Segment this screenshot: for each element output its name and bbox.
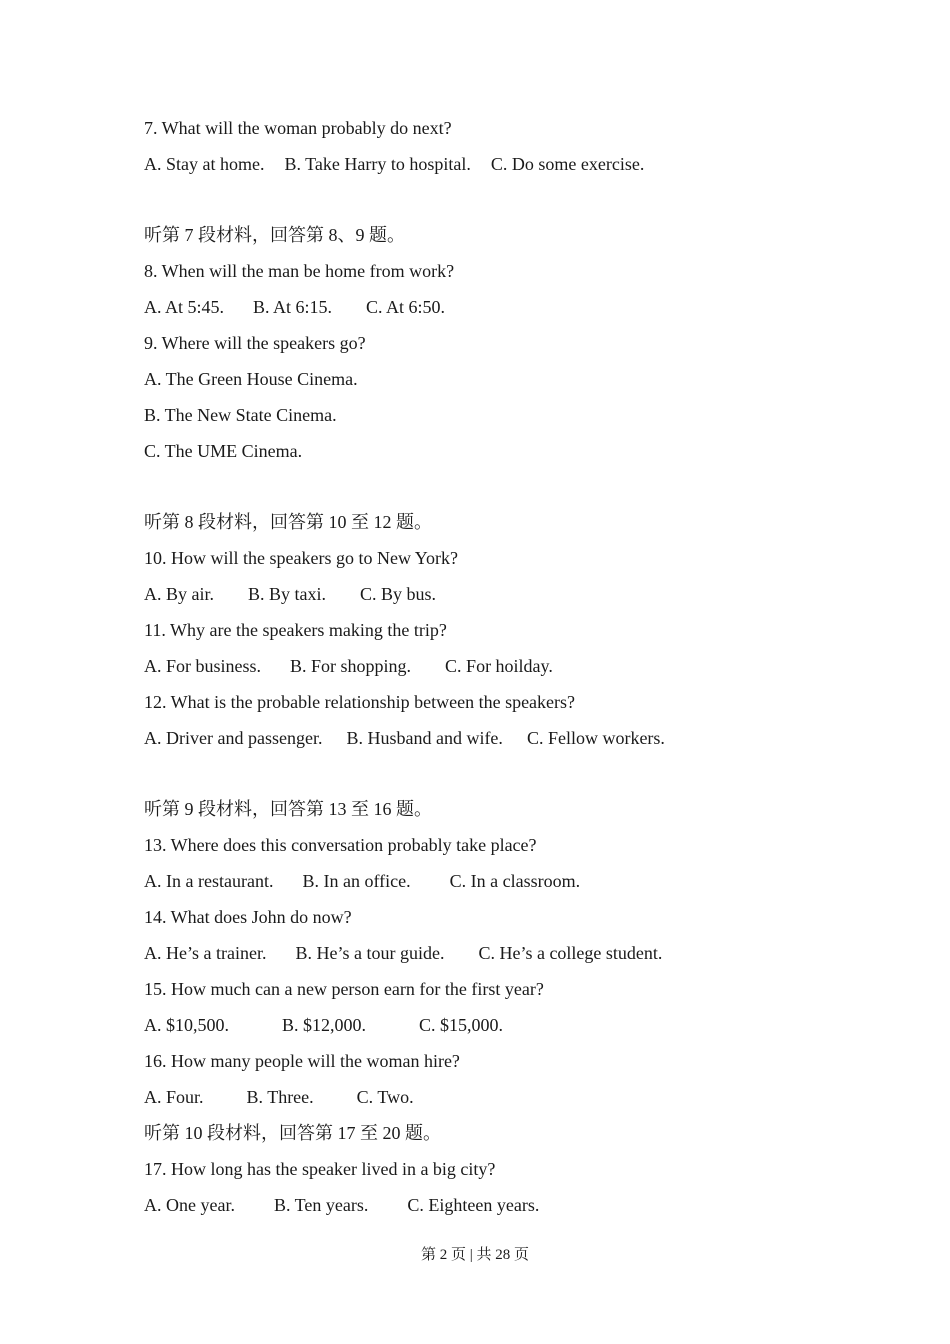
answer-option: C. Fellow workers.: [526, 728, 665, 748]
section-heading: 听第 10 段材料，回答第 17 至 20 题。: [144, 1123, 441, 1143]
answer-option: A. He’s a trainer.: [144, 943, 267, 963]
answer-options: [144, 289, 844, 325]
answer-option: B. Husband and wife.: [346, 728, 503, 748]
question-text: 9. Where will the speakers go?: [144, 333, 366, 353]
answer-option: A. Stay at home.: [144, 154, 265, 174]
answer-options: [144, 720, 844, 756]
question-text: 15. How much can a new person earn for the first year?: [144, 979, 544, 999]
question-text: 7. What will the woman probably do next?: [144, 118, 452, 138]
answer-options: [144, 1079, 844, 1115]
answer-option: B. Ten years.: [273, 1195, 369, 1215]
question-text: 16. How many people will the woman hire?: [144, 1051, 460, 1071]
answer-option: A. At 5:45.: [144, 297, 225, 317]
question-text: B. The New State Cinema.: [144, 405, 337, 425]
answer-option: A. Driver and passenger.: [144, 728, 323, 748]
answer-option: A. Four.: [144, 1087, 204, 1107]
answer-option: C. By bus.: [360, 584, 437, 604]
question-text: C. The UME Cinema.: [144, 441, 303, 461]
answer-option: B. For shopping.: [290, 656, 412, 676]
question-text: 13. Where does this conversation probably take place?: [144, 835, 537, 855]
answer-options: [144, 146, 844, 182]
question-text: 17. How long has the speaker lived in a big city?: [144, 1159, 496, 1179]
answer-option: C. He’s a college student.: [478, 943, 663, 963]
question-text: 8. When will the man be home from work?: [144, 261, 455, 281]
answer-option: B. At 6:15.: [253, 297, 333, 317]
answer-option: B. Three.: [246, 1087, 314, 1107]
answer-option: A. In a restaurant.: [144, 871, 274, 891]
section-heading: 听第 9 段材料，回答第 13 至 16 题。: [144, 799, 432, 819]
section-heading: 听第 7 段材料，回答第 8、9 题。: [144, 225, 405, 245]
answer-option: B. Take Harry to hospital.: [284, 154, 471, 174]
answer-option: C. In a classroom.: [449, 871, 581, 891]
question-text: 11. Why are the speakers making the trip?: [144, 620, 447, 640]
answer-options: [144, 935, 844, 971]
answer-options: [144, 576, 844, 612]
answer-option: B. By taxi.: [248, 584, 327, 604]
answer-option: A. For business.: [144, 656, 262, 676]
answer-option: C. At 6:50.: [366, 297, 446, 317]
page-content: [144, 110, 844, 1223]
answer-option: C. Eighteen years.: [407, 1195, 540, 1215]
answer-option: B. He’s a tour guide.: [295, 943, 445, 963]
question-text: 12. What is the probable relationship between the speakers?: [144, 692, 576, 712]
question-text: 10. How will the speakers go to New York?: [144, 548, 458, 568]
answer-option: B. $12,000.: [282, 1015, 367, 1035]
answer-option: A. One year.: [144, 1195, 235, 1215]
answer-options: [144, 648, 844, 684]
section-spacer: [144, 182, 844, 217]
answer-options: [144, 1187, 844, 1223]
answer-options: [144, 1007, 844, 1043]
section-heading: 听第 8 段材料，回答第 10 至 12 题。: [144, 512, 432, 532]
answer-options: [144, 863, 844, 899]
question-text: 14. What does John do now?: [144, 907, 352, 927]
answer-option: C. $15,000.: [419, 1015, 504, 1035]
question-text: A. The Green House Cinema.: [144, 369, 358, 389]
answer-option: A. $10,500.: [144, 1015, 229, 1035]
section-spacer: [144, 756, 844, 791]
answer-option: A. By air.: [144, 584, 214, 604]
answer-option: B. In an office.: [302, 871, 411, 891]
answer-option: C. For hoilday.: [445, 656, 553, 676]
page-footer: 第 2 页 | 共 28 页: [420, 1247, 529, 1263]
answer-option: C. Two.: [356, 1087, 414, 1107]
section-spacer: [144, 469, 844, 504]
answer-option: C. Do some exercise.: [490, 154, 645, 174]
